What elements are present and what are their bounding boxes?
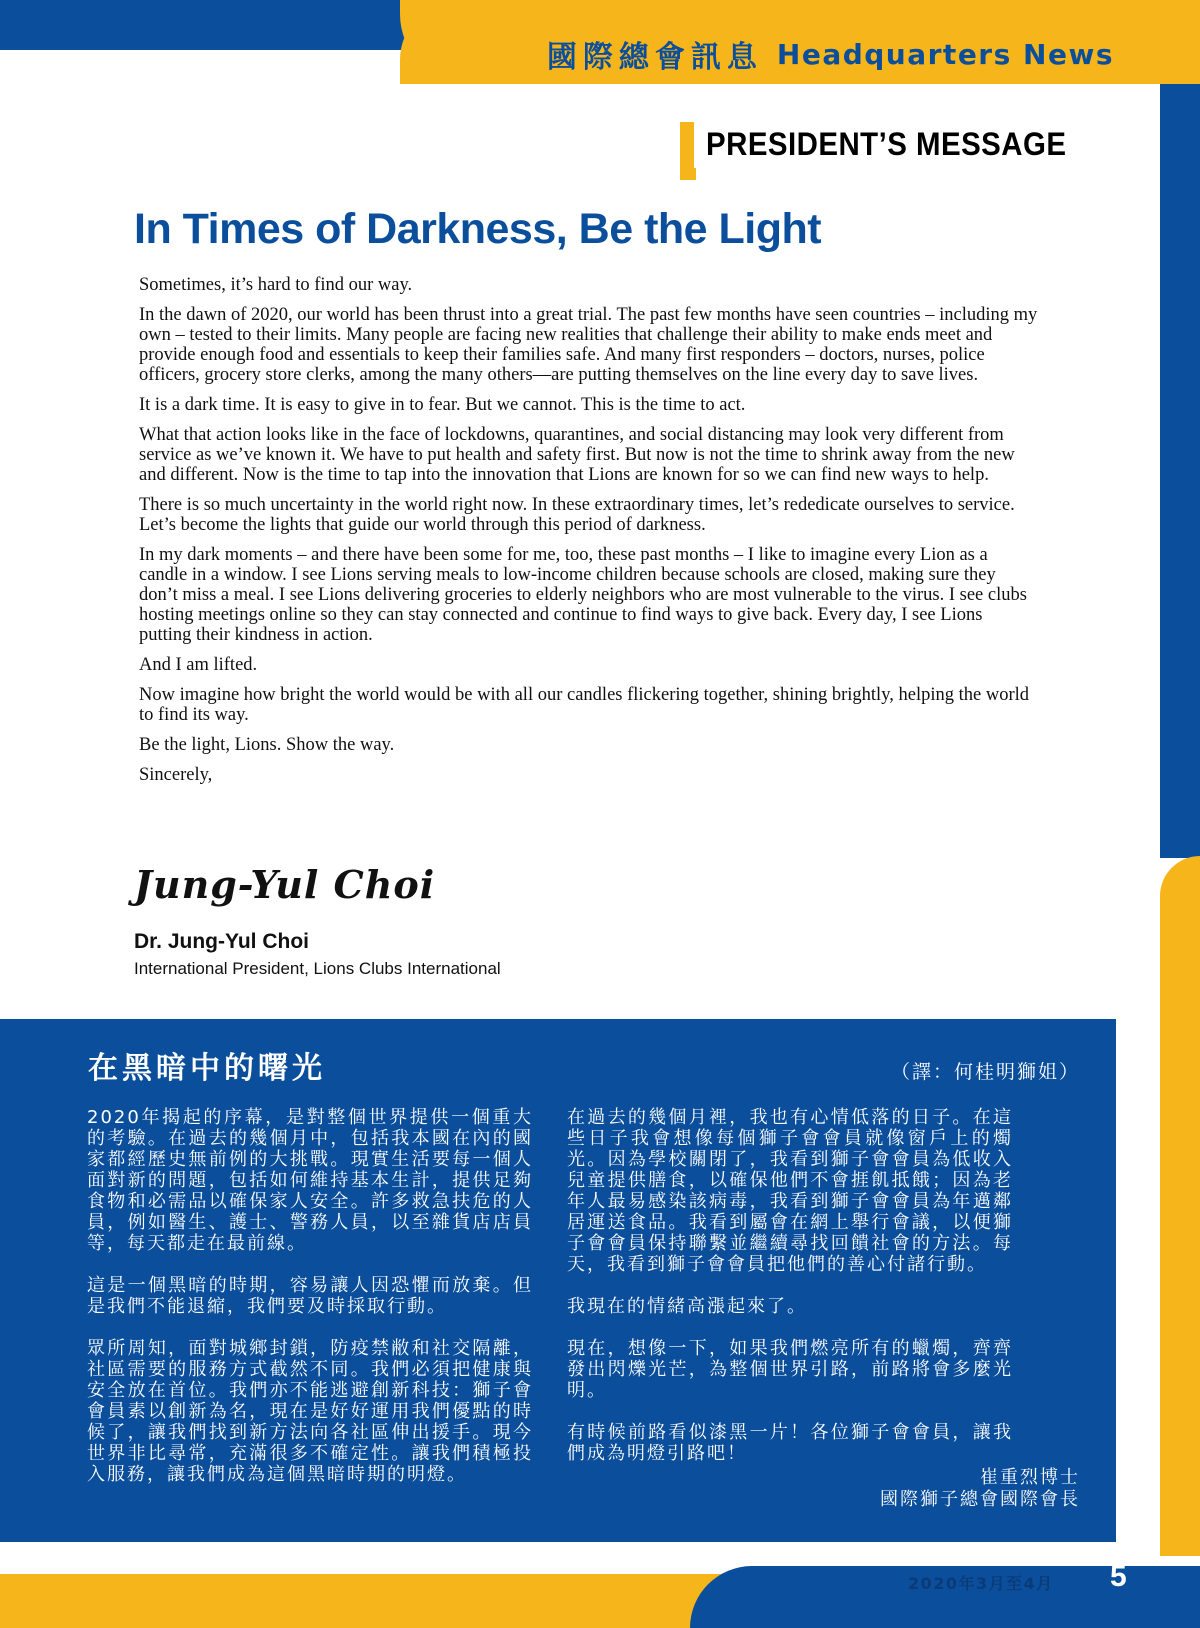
paragraph: And I am lifted. xyxy=(139,655,258,675)
paragraph: 這是一個黑暗的時期，容易讓人因恐懼而放棄。但是我們不能退縮，我們要及時採取行動。 xyxy=(87,1275,533,1317)
article-title: In Times of Darkness, Be the Light xyxy=(134,205,822,253)
chinese-right-column xyxy=(567,1107,1013,1485)
chinese-translation-panel xyxy=(0,1019,1116,1542)
paragraph: There is so much uncertainty in the world right now. In these extraordinary times, let’s rededicate ourselves to service. Let’s become the lights that guide our world through this period of darkness. xyxy=(139,495,1015,535)
chinese-left-column xyxy=(87,1107,533,1506)
paragraph: Sometimes, it’s hard to find our way. xyxy=(139,275,413,295)
side-blue-bar xyxy=(1160,84,1200,858)
translator-credit: （譯：何桂明獅姐） xyxy=(890,1061,1080,1083)
handwritten-signature: Jung-Yul Choi xyxy=(134,862,436,907)
chinese-signoff-name: 崔重烈博士 xyxy=(980,1467,1080,1488)
paragraph: 現在，想像一下，如果我們燃亮所有的蠟燭，齊齊發出閃爍光芒，為整個世界引路，前路將會多麼光明。 xyxy=(567,1338,1013,1401)
section-label: PRESIDENT’S MESSAGE xyxy=(706,126,1067,162)
page-number: 5 xyxy=(1110,1560,1127,1593)
paragraph: 在過去的幾個月裡，我也有心情低落的日子。在這些日子我會想像每個獅子會會員就像窗戶上的燭光。因為學校關閉了，我看到獅子會會員為低收入兒童提供膳食，以確保他們不會捱飢抵餓；因為老年人最易感染該病毒，我看到獅子會會員為年邁鄰居運送食品。我看到屬會在網上舉行會議，以便獅子會會員保持聯繫並繼續尋找回饋社會的方法。每天，我看到獅子會會員把他們的善心付諸行動。 xyxy=(567,1107,1013,1275)
issue-date: 2020年3月至4月 xyxy=(908,1574,1054,1593)
article-body-english xyxy=(139,275,1039,795)
paragraph: 眾所周知，面對城鄉封鎖，防疫禁敝和社交隔離，社區需要的服務方式截然不同。我們必須把健康與安全放在首位。我們亦不能逃避創新科技：獅子會會員素以創新為名，現在是好好運用我們優點的時候了，讓我們找到新方法向各社區伸出援手。現今世界非比尋常，充滿很多不確定性。讓我們積極投入服務，讓我們成為這個黑暗時期的明燈。 xyxy=(87,1338,533,1485)
paragraph: Now imagine how bright the world would be with all our candles flickering together, shining brightly, helping the world to find its way. xyxy=(139,685,1029,725)
paragraph: In my dark moments – and there have been some for me, too, these past months – I like to imagine every Lion as a candle in a window. I see Lions serving meals to low-income children because schools are closed, making sure they don’t miss a meal. I see Lions delivering groceries to elderly neighbors who are most vulnerable to the virus. I see clubs hosting meetings online so they can stay connected and continue to find ways to give back. Every day, I see Lions putting their kindness in action. xyxy=(139,545,1027,645)
paragraph: 我現在的情緒高漲起來了。 xyxy=(567,1296,807,1317)
paragraph: 2020年揭起的序幕，是對整個世界提供一個重大的考驗。在過去的幾個月中，包括我本國在內的國家都經歷史無前例的大挑戰。現實生活要每一個人面對新的問題，包括如何維持基本生計，提供足夠食物和必需品以確保家人安全。許多救急扶危的人員，例如醫生、護士、警務人員，以至雜貨店店員等，每天都走在最前線。 xyxy=(87,1107,533,1254)
paragraph: Be the light, Lions. Show the way. xyxy=(139,735,395,755)
chinese-title: 在黑暗中的曙光 xyxy=(88,1051,326,1086)
side-yellow-bar xyxy=(1160,856,1200,1556)
paragraph: Sincerely, xyxy=(139,765,213,785)
chinese-signoff xyxy=(880,1467,1080,1511)
chinese-signoff-title: 國際獅子總會國際會長 xyxy=(880,1489,1080,1510)
paragraph: In the dawn of 2020, our world has been thrust into a great trial. The past few months have seen countries – including my own – tested to their limits. Many people are facing new realities that challenge their ability to make ends meet and provide enough food and essentials to keep their families safe. And many first responders – doctors, nurses, police officers, grocery store clerks, among the many others—are putting themselves on the line every day to save lives. xyxy=(139,305,1038,385)
headquarters-news-header xyxy=(547,34,1114,74)
signer-name: Dr. Jung-Yul Choi xyxy=(134,930,310,953)
section-l-mark-icon xyxy=(680,122,696,180)
header-english: Headquarters News xyxy=(776,37,1114,71)
header-chinese: 國際總會訊息 xyxy=(546,40,763,75)
signer-title: International President, Lions Clubs International xyxy=(134,959,501,978)
paragraph: It is a dark time. It is easy to give in to fear. But we cannot. This is the time to act. xyxy=(139,395,746,415)
paragraph: What that action looks like in the face of lockdowns, quarantines, and social distancing may look very different from service as we’ve known it. We have to put health and safety first. But now is not the time to shrink away from the new and different. Now is the time to tap into the innovation that Lions are known for so we can find new ways to help. xyxy=(139,425,1015,485)
paragraph: 有時候前路看似漆黑一片！各位獅子會會員，讓我們成為明燈引路吧！ xyxy=(567,1422,1013,1464)
